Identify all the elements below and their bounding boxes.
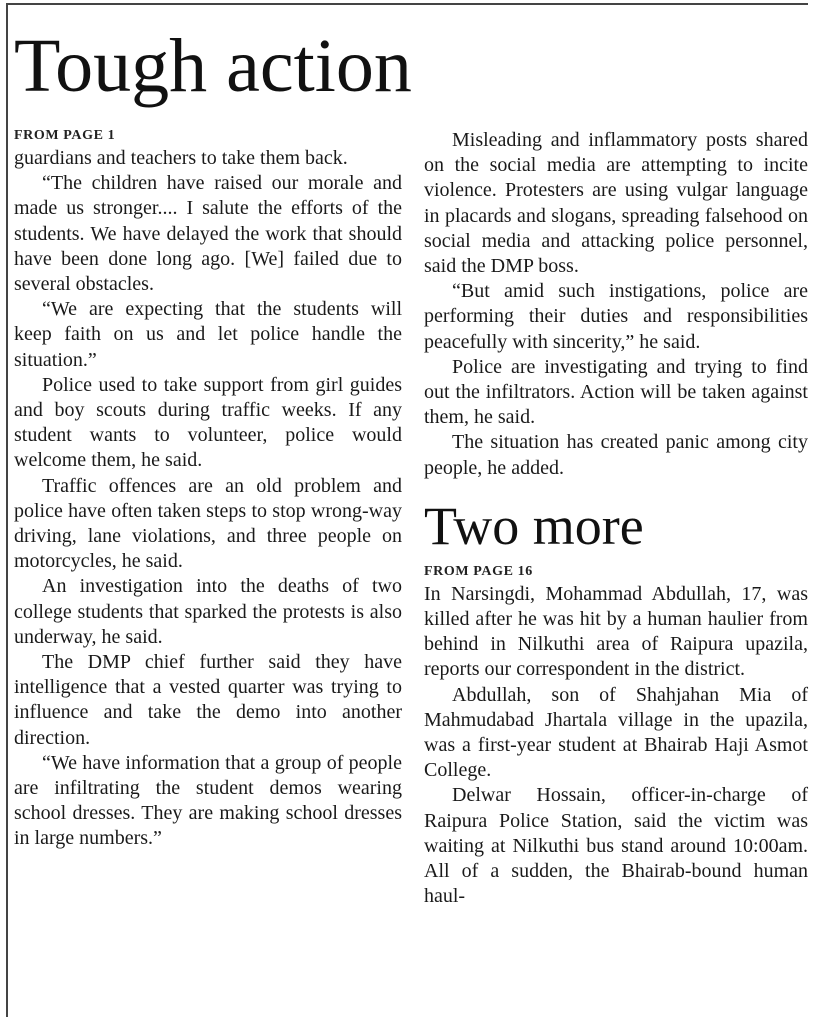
paragraph: The situation has created panic among city people, he added. bbox=[424, 431, 808, 479]
paragraph: “But amid such instigations, police are performing their duties and responsibilities peacefully with sincerity,” he said. bbox=[424, 280, 808, 353]
paragraph: Police used to take support from girl guides and boy scouts during traffic weeks. If any student wants to volunteer, police would welcome them, he said. bbox=[14, 373, 402, 472]
paragraph: An investigation into the deaths of two college students that sparked the protests is also underway, he said. bbox=[14, 575, 402, 648]
paragraph: guardians and teachers to take them back. bbox=[14, 147, 348, 169]
paragraph: In Narsingdi, Mohammad Abdullah, 17, was killed after he was hit by a human haulier from behind in Nilkuthi area of Raipura upazila, reports our correspondent in the district. bbox=[424, 582, 808, 681]
article-one-left-column bbox=[14, 127, 402, 852]
paragraph: Abdullah, son of Shahjahan Mia of Mahmudabad Jhartala village in the upazila, was a first-year student at Bhairab Haji Asmot College. bbox=[424, 683, 808, 782]
headline-two-more: Two more bbox=[424, 495, 644, 556]
right-column-clip bbox=[420, 0, 823, 1017]
paragraph: “We are expecting that the students will keep faith on us and let police handle the situation.” bbox=[14, 298, 402, 371]
jump-label-from-page-16: FROM PAGE 16 bbox=[424, 563, 533, 579]
paragraph: The DMP chief further said they have intelligence that a vested quarter was trying to influence and take the demo into another direction. bbox=[14, 651, 402, 749]
paragraph: Traffic offences are an old problem and police have often taken steps to stop wrong-way driving, lane violations, and three people on motorcycles, he said. bbox=[14, 474, 402, 573]
paragraph: Delwar Hossain, officer-in-charge of Raipura Police Station, said the victim was waiting at Nilkuthi bus stand around 10:00am. All of a sudden, the Bhairab-bound human haul- bbox=[424, 784, 808, 908]
article-right-column bbox=[424, 128, 808, 909]
paragraph: Misleading and inflammatory posts shared on the social media are attempting to incite violence. Protesters are using vulgar language in placards and slogans, spreading falsehood on social media and attacking police personnel, said the DMP boss. bbox=[424, 129, 808, 278]
jump-label-from-page-1: FROM PAGE 1 bbox=[14, 128, 116, 143]
left-border-rule bbox=[6, 3, 8, 1017]
paragraph: “The children have raised our morale and made us stronger.... I salute the efforts of the students. We have delayed the work that should have been done long ago. [We] failed due to several obstacles. bbox=[14, 172, 402, 296]
paragraph: Police are investigating and trying to find out the infiltrators. Action will be taken against them, he said. bbox=[424, 355, 808, 429]
headline-tough-action: Tough action bbox=[14, 24, 412, 108]
paragraph: “We have information that a group of people are infiltrating the student demos wearing school dresses. They are making school dresses in large numbers.” bbox=[14, 751, 402, 850]
